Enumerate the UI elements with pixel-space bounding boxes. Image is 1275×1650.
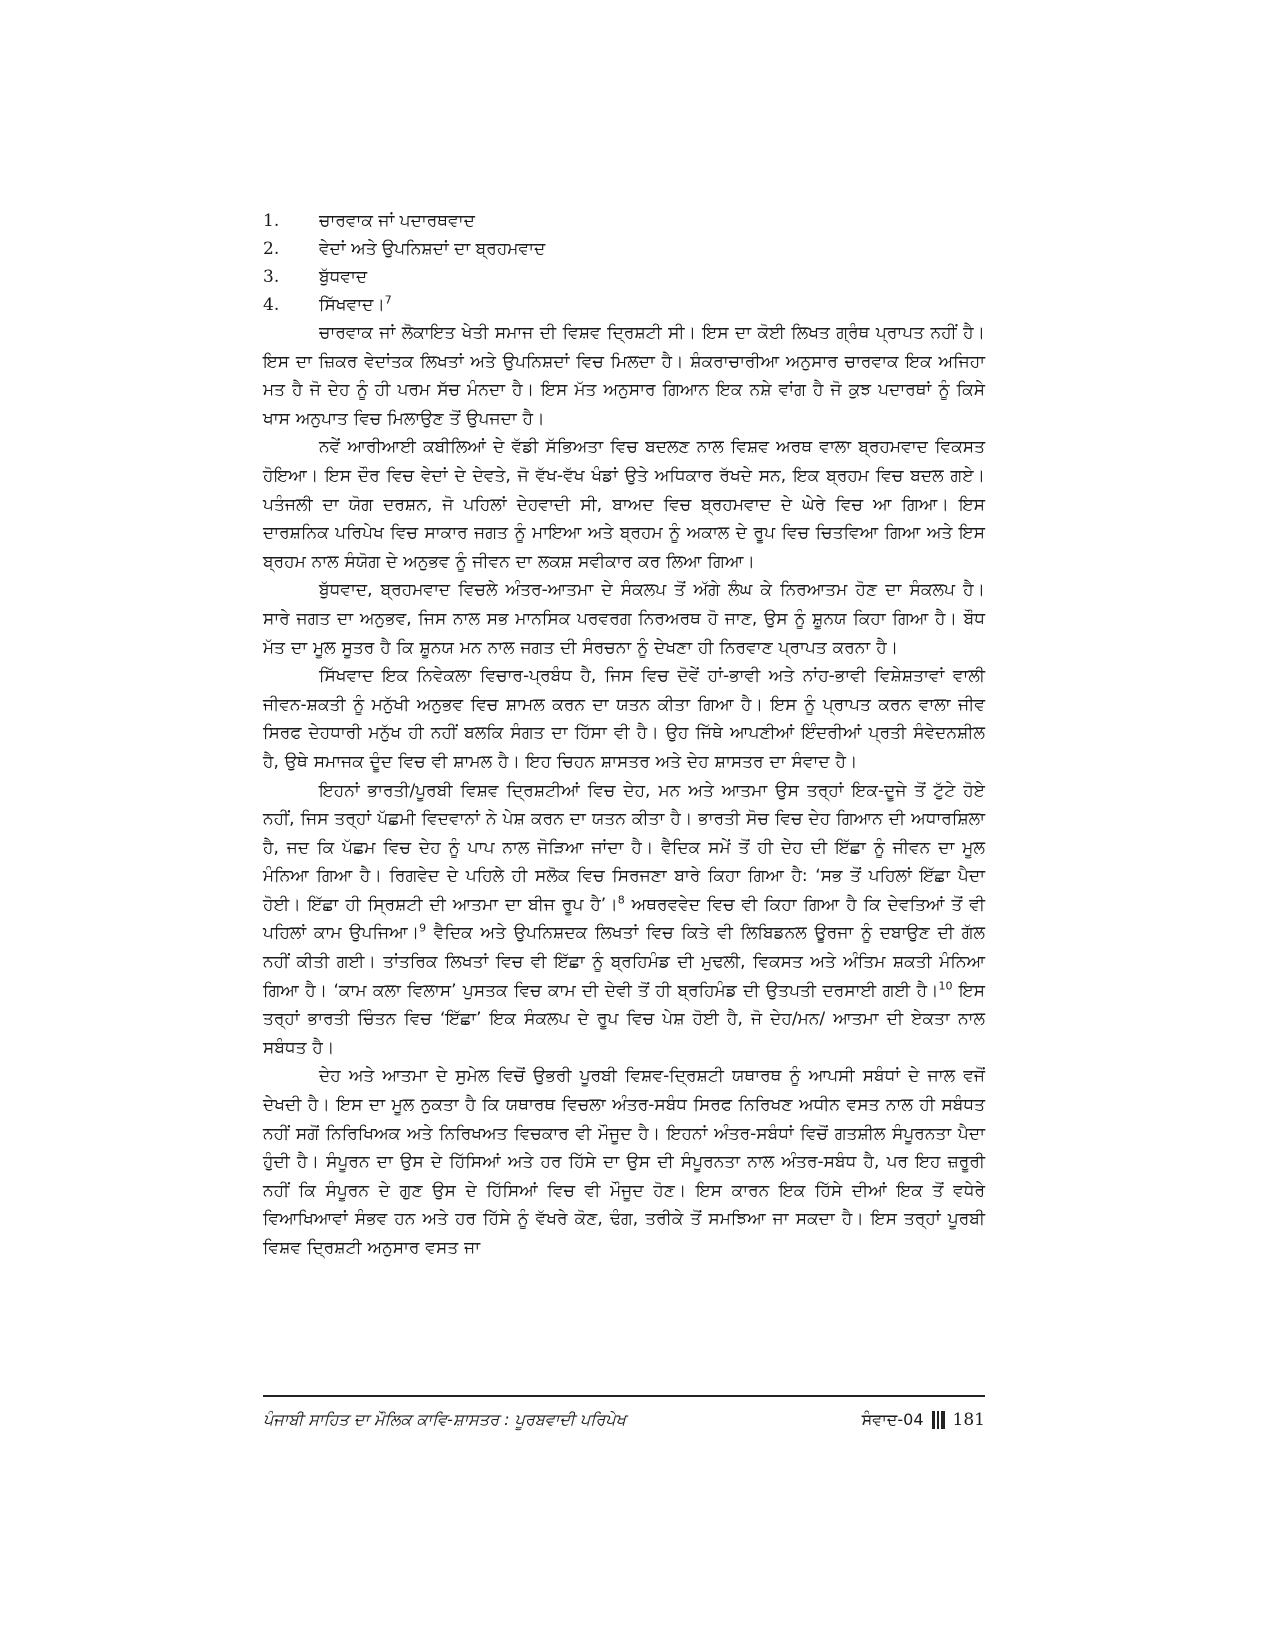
list-text-body: ਸਿੱਖਵਾਦ। [319, 295, 385, 315]
paragraph-budhvad: ਬੁੱਧਵਾਦ, ਬ੍ਰਹਮਵਾਦ ਵਿਚਲੇ ਅੰਤਰ-ਆਤਮਾ ਦੇ ਸੰਕਲਪ ਤੋਂ ਅੱਗੇ ਲੰਘ ਕੇ ਨਿਰਆਤਮ ਹੋਣ ਦਾ ਸੰਕਲਪ ਹੈ। ਸਾਰੇ ਜਗਤ ਦਾ ਅਨੁਭਵ, ਜਿਸ ਨਾਲ ਸਭ ਮਾਨਸਿਕ ਪਰਵਰਗ ਨਿਰਅਰਥ ਹੋ ਜਾਣ, ਉਸ ਨੂੰ ਸ਼ੂਨਯ ਕਿਹਾ ਗਿਆ ਹੈ। ਬੌਧ ਮੱਤ ਦਾ ਮੂਲ ਸੂਤਰ ਹੈ ਕਿ ਸ਼ੂਨਯ ਮਨ ਨਾਲ ਜਗਤ ਦੀ ਸੰਰਚਨਾ ਨੂੰ ਦੇਖਣਾ ਹੀ ਨਿਰਵਾਣ ਪ੍ਰਾਪਤ ਕਰਨਾ ਹੈ। [263, 580, 985, 658]
paragraph-charvak: ਚਾਰਵਾਕ ਜਾਂ ਲੋਕਾਇਤ ਖੇਤੀ ਸਮਾਜ ਦੀ ਵਿਸ਼ਵ ਦ੍ਰਿਸ਼ਟੀ ਸੀ। ਇਸ ਦਾ ਕੋਈ ਲਿਖਤ ਗ੍ਰੰਥ ਪ੍ਰਾਪਤ ਨਹੀਂ ਹੈ। ਇਸ ਦਾ ਜ਼ਿਕਰ ਵੇਦਾਂਤਕ ਲਿਖਤਾਂ ਅਤੇ ਉਪਨਿਸ਼ਦਾਂ ਵਿਚ ਮਿਲਦਾ ਹੈ। ਸ਼ੰਕਰਾਚਾਰੀਆ ਅਨੁਸਾਰ ਚਾਰਵਾਕ ਇਕ ਅਜਿਹਾ ਮਤ ਹੈ ਜੋ ਦੇਹ ਨੂੰ ਹੀ ਪਰਮ ਸੱਚ ਮੰਨਦਾ ਹੈ। ਇਸ ਮੱਤ ਅਨੁਸਾਰ ਗਿਆਨ ਇਕ ਨਸ਼ੇ ਵਾਂਗ ਹੈ ਜੋ ਕੁਝ ਪਦਾਰਥਾਂ ਨੂੰ ਕਿਸੇ ਖਾਸ ਅਨੁਪਾਤ ਵਿਚ ਮਿਲਾਉਣ ਤੋਂ ਉਪਜਦਾ ਹੈ। [263, 323, 985, 429]
bars-icon [932, 1411, 945, 1429]
paragraph-brahmvad: ਨਵੇਂ ਆਰੀਆਈ ਕਬੀਲਿਆਂ ਦੇ ਵੱਡੀ ਸੱਭਿਅਤਾ ਵਿਚ ਬਦਲਣ ਨਾਲ ਵਿਸ਼ਵ ਅਰਥ ਵਾਲਾ ਬ੍ਰਹਮਵਾਦ ਵਿਕਸਤ ਹੋਇਆ। ਇਸ ਦੌਰ ਵਿਚ ਵੇਦਾਂ ਦੇ ਦੇਵਤੇ, ਜੋ ਵੱਖ-ਵੱਖ ਖੰਡਾਂ ਉਤੇ ਅਧਿਕਾਰ ਰੱਖਦੇ ਸਨ, ਇਕ ਬ੍ਰਹਮ ਵਿਚ ਬਦਲ ਗਏ। ਪਤੰਜਲੀ ਦਾ ਯੋਗ ਦਰਸ਼ਨ, ਜੋ ਪਹਿਲਾਂ ਦੇਹਵਾਦੀ ਸੀ, ਬਾਅਦ ਵਿਚ ਬ੍ਰਹਮਵਾਦ ਦੇ ਘੇਰੇ ਵਿਚ ਆ ਗਿਆ। ਇਸ ਦਾਰਸ਼ਨਿਕ ਪਰਿਪੇਖ ਵਿਚ ਸਾਕਾਰ ਜਗਤ ਨੂੰ ਮਾਇਆ ਅਤੇ ਬ੍ਰਹਮ ਨੂੰ ਅਕਾਲ ਦੇ ਰੂਪ ਵਿਚ ਚਿਤਵਿਆ ਗਿਆ ਅਤੇ ਇਸ ਬ੍ਰਹਮ ਨਾਲ ਸੰਯੋਗ ਦੇ ਅਨੁਭਵ ਨੂੰ ਜੀਵਨ ਦਾ ਲਕਸ਼ ਸਵੀਕਾਰ ਕਰ ਲਿਆ ਗਿਆ। [263, 437, 985, 572]
footnote-ref: 10 [938, 979, 953, 992]
worldview-list [263, 207, 985, 319]
footnote-ref: 7 [384, 293, 392, 307]
paragraph-text: ਇਹਨਾਂ ਭਾਰਤੀ/ਪੂਰਬੀ ਵਿਸ਼ਵ ਦ੍ਰਿਸ਼ਟੀਆਂ ਵਿਚ ਦੇਹ, ਮਨ ਅਤੇ ਆਤਮਾ ਉਸ ਤਰ੍ਹਾਂ ਇਕ-ਦੂਜੇ ਤੋਂ ਟੁੱਟੇ ਹੋਏ ਨਹੀਂ, ਜਿਸ ਤਰ੍ਹਾਂ ਪੱਛਮੀ ਵਿਦਵਾਨਾਂ ਨੇ ਪੇਸ਼ ਕਰਨ ਦਾ ਯਤਨ ਕੀਤਾ ਹੈ। ਭਾਰਤੀ ਸੋਚ ਵਿਚ ਦੇਹ ਗਿਆਨ ਦੀ ਅਧਾਰਸ਼ਿਲਾ ਹੈ, ਜਦ ਕਿ ਪੱਛਮ ਵਿਚ ਦੇਹ ਨੂੰ ਪਾਪ ਨਾਲ ਜੋੜਿਆ ਜਾਂਦਾ ਹੈ। ਵੈਦਿਕ ਸਮੇਂ ਤੋਂ ਹੀ ਦੇਹ ਦੀ ਇੱਛਾ ਨੂੰ ਜੀਵਨ ਦਾ ਮੂਲ ਮੰਨਿਆ ਗਿਆ ਹੈ। ਰਿਗਵੇਦ ਦੇ ਪਹਿਲੇ ਹੀ ਸਲੋਕ ਵਿਚ ਸਿਰਜਣਾ ਬਾਰੇ ਕਿਹਾ ਗਿਆ ਹੈ: ‘ਸਭ ਤੋਂ ਪਹਿਲਾਂ ਇੱਛਾ ਪੈਦਾ ਹੋਈ। ਇੱਛਾ ਹੀ ਸ੍ਰਿਸ਼ਟੀ ਦੀ ਆਤਮਾ ਦਾ ਬੀਜ ਰੂਪ ਹੈ’। [263, 780, 985, 915]
list-number: 4. [263, 295, 280, 315]
footer-right [862, 1410, 985, 1430]
list-text [319, 291, 392, 319]
footnote-ref: 8 [617, 893, 625, 907]
journal-name: ਸੰਵਾਦ-04 [861, 1410, 924, 1429]
list-text: ਵੇਦਾਂ ਅਤੇ ਉਪਨਿਸ਼ਦਾਂ ਦਾ ਬ੍ਰਹਮਵਾਦ [319, 239, 546, 259]
page-number: 181 [952, 1410, 985, 1430]
paragraph-sikhvad: ਸਿੱਖਵਾਦ ਇਕ ਨਿਵੇਕਲਾ ਵਿਚਾਰ-ਪ੍ਰਬੰਧ ਹੈ, ਜਿਸ ਵਿਚ ਦੋਵੇਂ ਹਾਂ-ਭਾਵੀ ਅਤੇ ਨਾਂਹ-ਭਾਵੀ ਵਿਸ਼ੇਸ਼ਤਾਵਾਂ ਵਾਲੀ ਜੀਵਨ-ਸ਼ਕਤੀ ਨੂੰ ਮਨੁੱਖੀ ਅਨੁਭਵ ਵਿਚ ਸ਼ਾਮਲ ਕਰਨ ਦਾ ਯਤਨ ਕੀਤਾ ਗਿਆ ਹੈ। ਇਸ ਨੂੰ ਪ੍ਰਾਪਤ ਕਰਨ ਵਾਲਾ ਜੀਵ ਸਿਰਫ ਦੇਹਧਾਰੀ ਮਨੁੱਖ ਹੀ ਨਹੀਂ ਬਲਕਿ ਸੰਗਤ ਦਾ ਹਿੱਸਾ ਵੀ ਹੈ। ਉਹ ਜਿੱਥੇ ਆਪਣੀਆਂ ਇੰਦਰੀਆਂ ਪ੍ਰਤੀ ਸੰਵੇਦਨਸ਼ੀਲ ਹੈ, ਉਥੇ ਸਮਾਜਕ ਦੂੰਦ ਵਿਚ ਵੀ ਸ਼ਾਮਲ ਹੈ। ਇਹ ਚਿਹਨ ਸ਼ਾਸਤਰ ਅਤੇ ਦੇਹ ਸ਼ਾਸਤਰ ਦਾ ਸੰਵਾਦ ਹੈ। [263, 666, 985, 772]
paragraph-text: ਅਥਰਵਵੇਦ ਵਿਚ ਵੀ ਕਿਹਾ ਗਿਆ ਹੈ ਕਿ ਦੇਵਤਿਆਂ ਤੋਂ ਵੀ ਪਹਿਲਾਂ ਕਾਮ ਉਪਜਿਆ। [263, 894, 985, 944]
list-text: ਚਾਰਵਾਕ ਜਾਂ ਪਦਾਰਥਵਾਦ [319, 211, 475, 231]
page-footer [263, 1405, 985, 1435]
list-item [263, 291, 985, 319]
page-body [263, 207, 985, 1263]
paragraph-eastern-worldview: ਦੇਹ ਅਤੇ ਆਤਮਾ ਦੇ ਸੁਮੇਲ ਵਿਚੋਂ ਉਭਰੀ ਪੂਰਬੀ ਵਿਸ਼ਵ-ਦ੍ਰਿਸ਼ਟੀ ਯਥਾਰਥ ਨੂੰ ਆਪਸੀ ਸਬੰਧਾਂ ਦੇ ਜਾਲ ਵਜੋਂ ਦੇਖਦੀ ਹੈ। ਇਸ ਦਾ ਮੂਲ ਨੁਕਤਾ ਹੈ ਕਿ ਯਥਾਰਥ ਵਿਚਲਾ ਅੰਤਰ-ਸਬੰਧ ਸਿਰਫ ਨਿਰਿਖਣ ਅਧੀਨ ਵਸਤ ਨਾਲ ਹੀ ਸਬੰਧਤ ਨਹੀਂ ਸਗੋਂ ਨਿਰਿਖਿਅਕ ਅਤੇ ਨਿਰਿਖਅਤ ਵਿਚਕਾਰ ਵੀ ਮੌਜੂਦ ਹੈ। ਇਹਨਾਂ ਅੰਤਰ-ਸਬੰਧਾਂ ਵਿਚੋਂ ਗਤਸ਼ੀਲ ਸੰਪੂਰਨਤਾ ਪੈਦਾ ਹੁੰਦੀ ਹੈ। ਸੰਪੂਰਨ ਦਾ ਉਸ ਦੇ ਹਿੱਸਿਆਂ ਅਤੇ ਹਰ ਹਿੱਸੇ ਦਾ ਉਸ ਦੀ ਸੰਪੂਰਨਤਾ ਨਾਲ ਅੰਤਰ-ਸਬੰਧ ਹੈ, ਪਰ ਇਹ ਜ਼ਰੂਰੀ ਨਹੀਂ ਕਿ ਸੰਪੂਰਨ ਦੇ ਗੁਣ ਉਸ ਦੇ ਹਿੱਸਿਆਂ ਵਿਚ ਵੀ ਮੌਜੂਦ ਹੋਣ। ਇਸ ਕਾਰਨ ਇਕ ਹਿੱਸੇ ਦੀਆਂ ਇਕ ਤੋਂ ਵਧੇਰੇ ਵਿਆਖਿਆਵਾਂ ਸੰਭਵ ਹਨ ਅਤੇ ਹਰ ਹਿੱਸੇ ਨੂੰ ਵੱਖਰੇ ਕੋਣ, ਢੰਗ, ਤਰੀਕੇ ਤੋਂ ਸਮਝਿਆ ਜਾ ਸਕਦਾ ਹੈ। ਇਸ ਤਰ੍ਹਾਂ ਪੂਰਬੀ ਵਿਸ਼ਵ ਦ੍ਰਿਸ਼ਟੀ ਅਨੁਸਾਰ ਵਸਤ ਜਾ [263, 1066, 985, 1258]
list-number: 1. [263, 211, 280, 231]
running-title: ਪੰਜਾਬੀ ਸਾਹਿਤ ਦਾ ਮੌਲਿਕ ਕਾਵਿ-ਸ਼ਾਸਤਰ : ਪੂਰਬਵਾਦੀ ਪਰਿਪੇਖ [263, 1410, 626, 1429]
footer-divider [263, 1395, 985, 1397]
list-item [263, 235, 985, 263]
paragraph-text: ਇਸ ਤਰ੍ਹਾਂ ਭਾਰਤੀ ਚਿੰਤਨ ਵਿਚ ‘ਇੱਛਾ’ ਇਕ ਸੰਕਲਪ ਦੇ ਰੂਪ ਵਿਚ ਪੇਸ਼ ਹੋਈ ਹੈ, ਜੋ ਦੇਹ/ਮਨ/ ਆਤਮਾ ਦੀ ਏਕਤਾ ਨਾਲ ਸਬੰਧਤ ਹੈ। [263, 980, 986, 1058]
paragraph-desire [263, 777, 985, 1063]
paragraph-text: ਵੈਦਿਕ ਅਤੇ ਉਪਨਿਸ਼ਦਕ ਲਿਖਤਾਂ ਵਿਚ ਕਿਤੇ ਵੀ ਲਿਬਿਡਨਲ ਊਰਜਾ ਨੂੰ ਦਬਾਉਣ ਦੀ ਗੱਲ ਨਹੀਂ ਕੀਤੀ ਗਈ। ਤਾਂਤਰਿਕ ਲਿਖਤਾਂ ਵਿਚ ਵੀ ਇੱਛਾ ਨੂੰ ਬ੍ਰਹਿਮੰਡ ਦੀ ਮੁਢਲੀ, ਵਿਕਸਤ ਅਤੇ ਅੰਤਿਮ ਸ਼ਕਤੀ ਮੰਨਿਆ ਗਿਆ ਹੈ। ‘ਕਾਮ ਕਲਾ ਵਿਲਾਸ’ ਪੁਸਤਕ ਵਿਚ ਕਾਮ ਦੀ ਦੇਵੀ ਤੋਂ ਹੀ ਬ੍ਰਹਿਮੰਡ ਦੀ ਉਤਪਤੀ ਦਰਸਾਈ ਗਈ ਹੈ। [263, 923, 985, 1001]
list-number: 3. [263, 267, 280, 287]
list-item [263, 263, 985, 291]
list-item [263, 207, 985, 235]
list-text: ਬੁੱਧਵਾਦ [319, 267, 368, 287]
footnote-ref: 9 [419, 921, 427, 935]
list-number: 2. [263, 239, 280, 259]
